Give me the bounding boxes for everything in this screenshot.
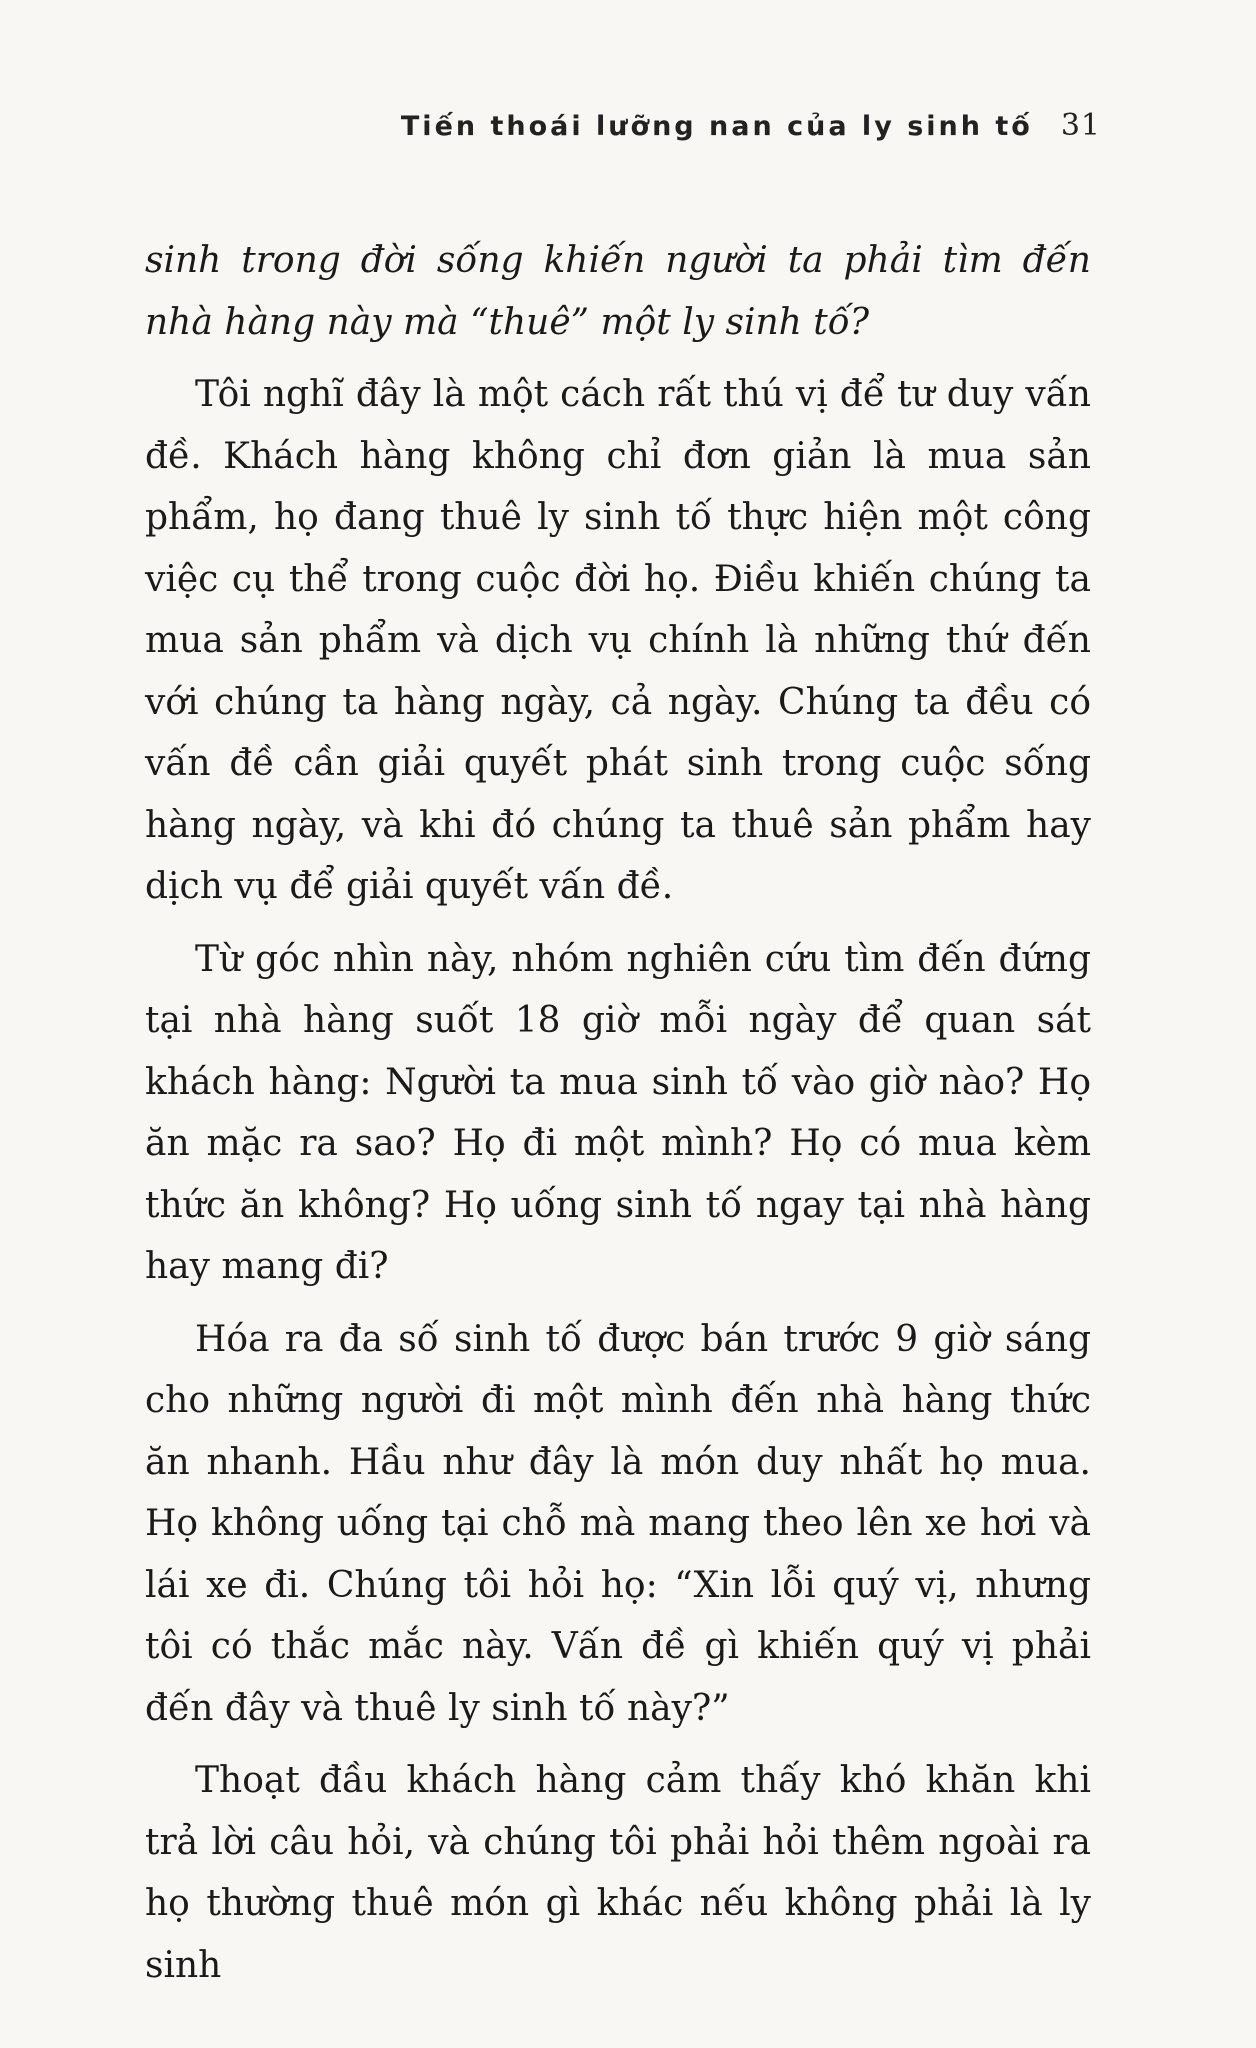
running-title: Tiến thoái lưỡng nan của ly sinh tố <box>400 111 1033 142</box>
paragraph: Tôi nghĩ đây là một cách rất thú vị để tư duy vấn đề. Khách hàng không chỉ đơn giản là mua sản phẩm, họ đang thuê ly sinh tố thực hiện một công việc cụ thể trong cuộc đời họ. Điều khiến chúng ta mua sản phẩm và dịch vụ chính là những thứ đến với chúng ta hàng ngày, cả ngày. Chúng ta đều có vấn đề cần giải quyết phát sinh trong cuộc sống hàng ngày, và khi đó chúng ta thuê sản phẩm hay dịch vụ để giải quyết vấn đề. <box>145 374 1091 907</box>
paragraph: Hóa ra đa số sinh tố được bán trước 9 giờ sáng cho những người đi một mình đến nhà hàng thức ăn nhanh. Hầu như đây là món duy nhất họ mua. Họ không uống tại chỗ mà mang theo lên xe hơi và lái xe đi. Chúng tôi hỏi họ: “Xin lỗi quý vị, nhưng tôi có thắc mắc này. Vấn đề gì khiến quý vị phải đến đây và thuê ly sinh tố này?” <box>145 1318 1091 1729</box>
paragraph: Từ góc nhìn này, nhóm nghiên cứu tìm đến đứng tại nhà hàng suốt 18 giờ mỗi ngày để quan sát khách hàng: Người ta mua sinh tố vào giờ nào? Họ ăn mặc ra sao? Họ đi một mình? Họ có mua kèm thức ăn không? Họ uống sinh tố ngay tại nhà hàng hay mang đi? <box>145 938 1091 1287</box>
running-header <box>401 108 1101 143</box>
paragraph: Thoạt đầu khách hàng cảm thấy khó khăn khi trả lời câu hỏi, và chúng tôi phải hỏi thêm ngoài ra họ thường thuê món gì khác nếu không phải là ly sinh <box>145 1760 1091 1986</box>
body-text <box>145 230 1091 2007</box>
page-number: 31 <box>1060 108 1101 143</box>
paragraph-continuation: sinh trong đời sống khiến người ta phải tìm đến nhà hàng này mà “thuê” một ly sinh tố? <box>145 240 1091 343</box>
